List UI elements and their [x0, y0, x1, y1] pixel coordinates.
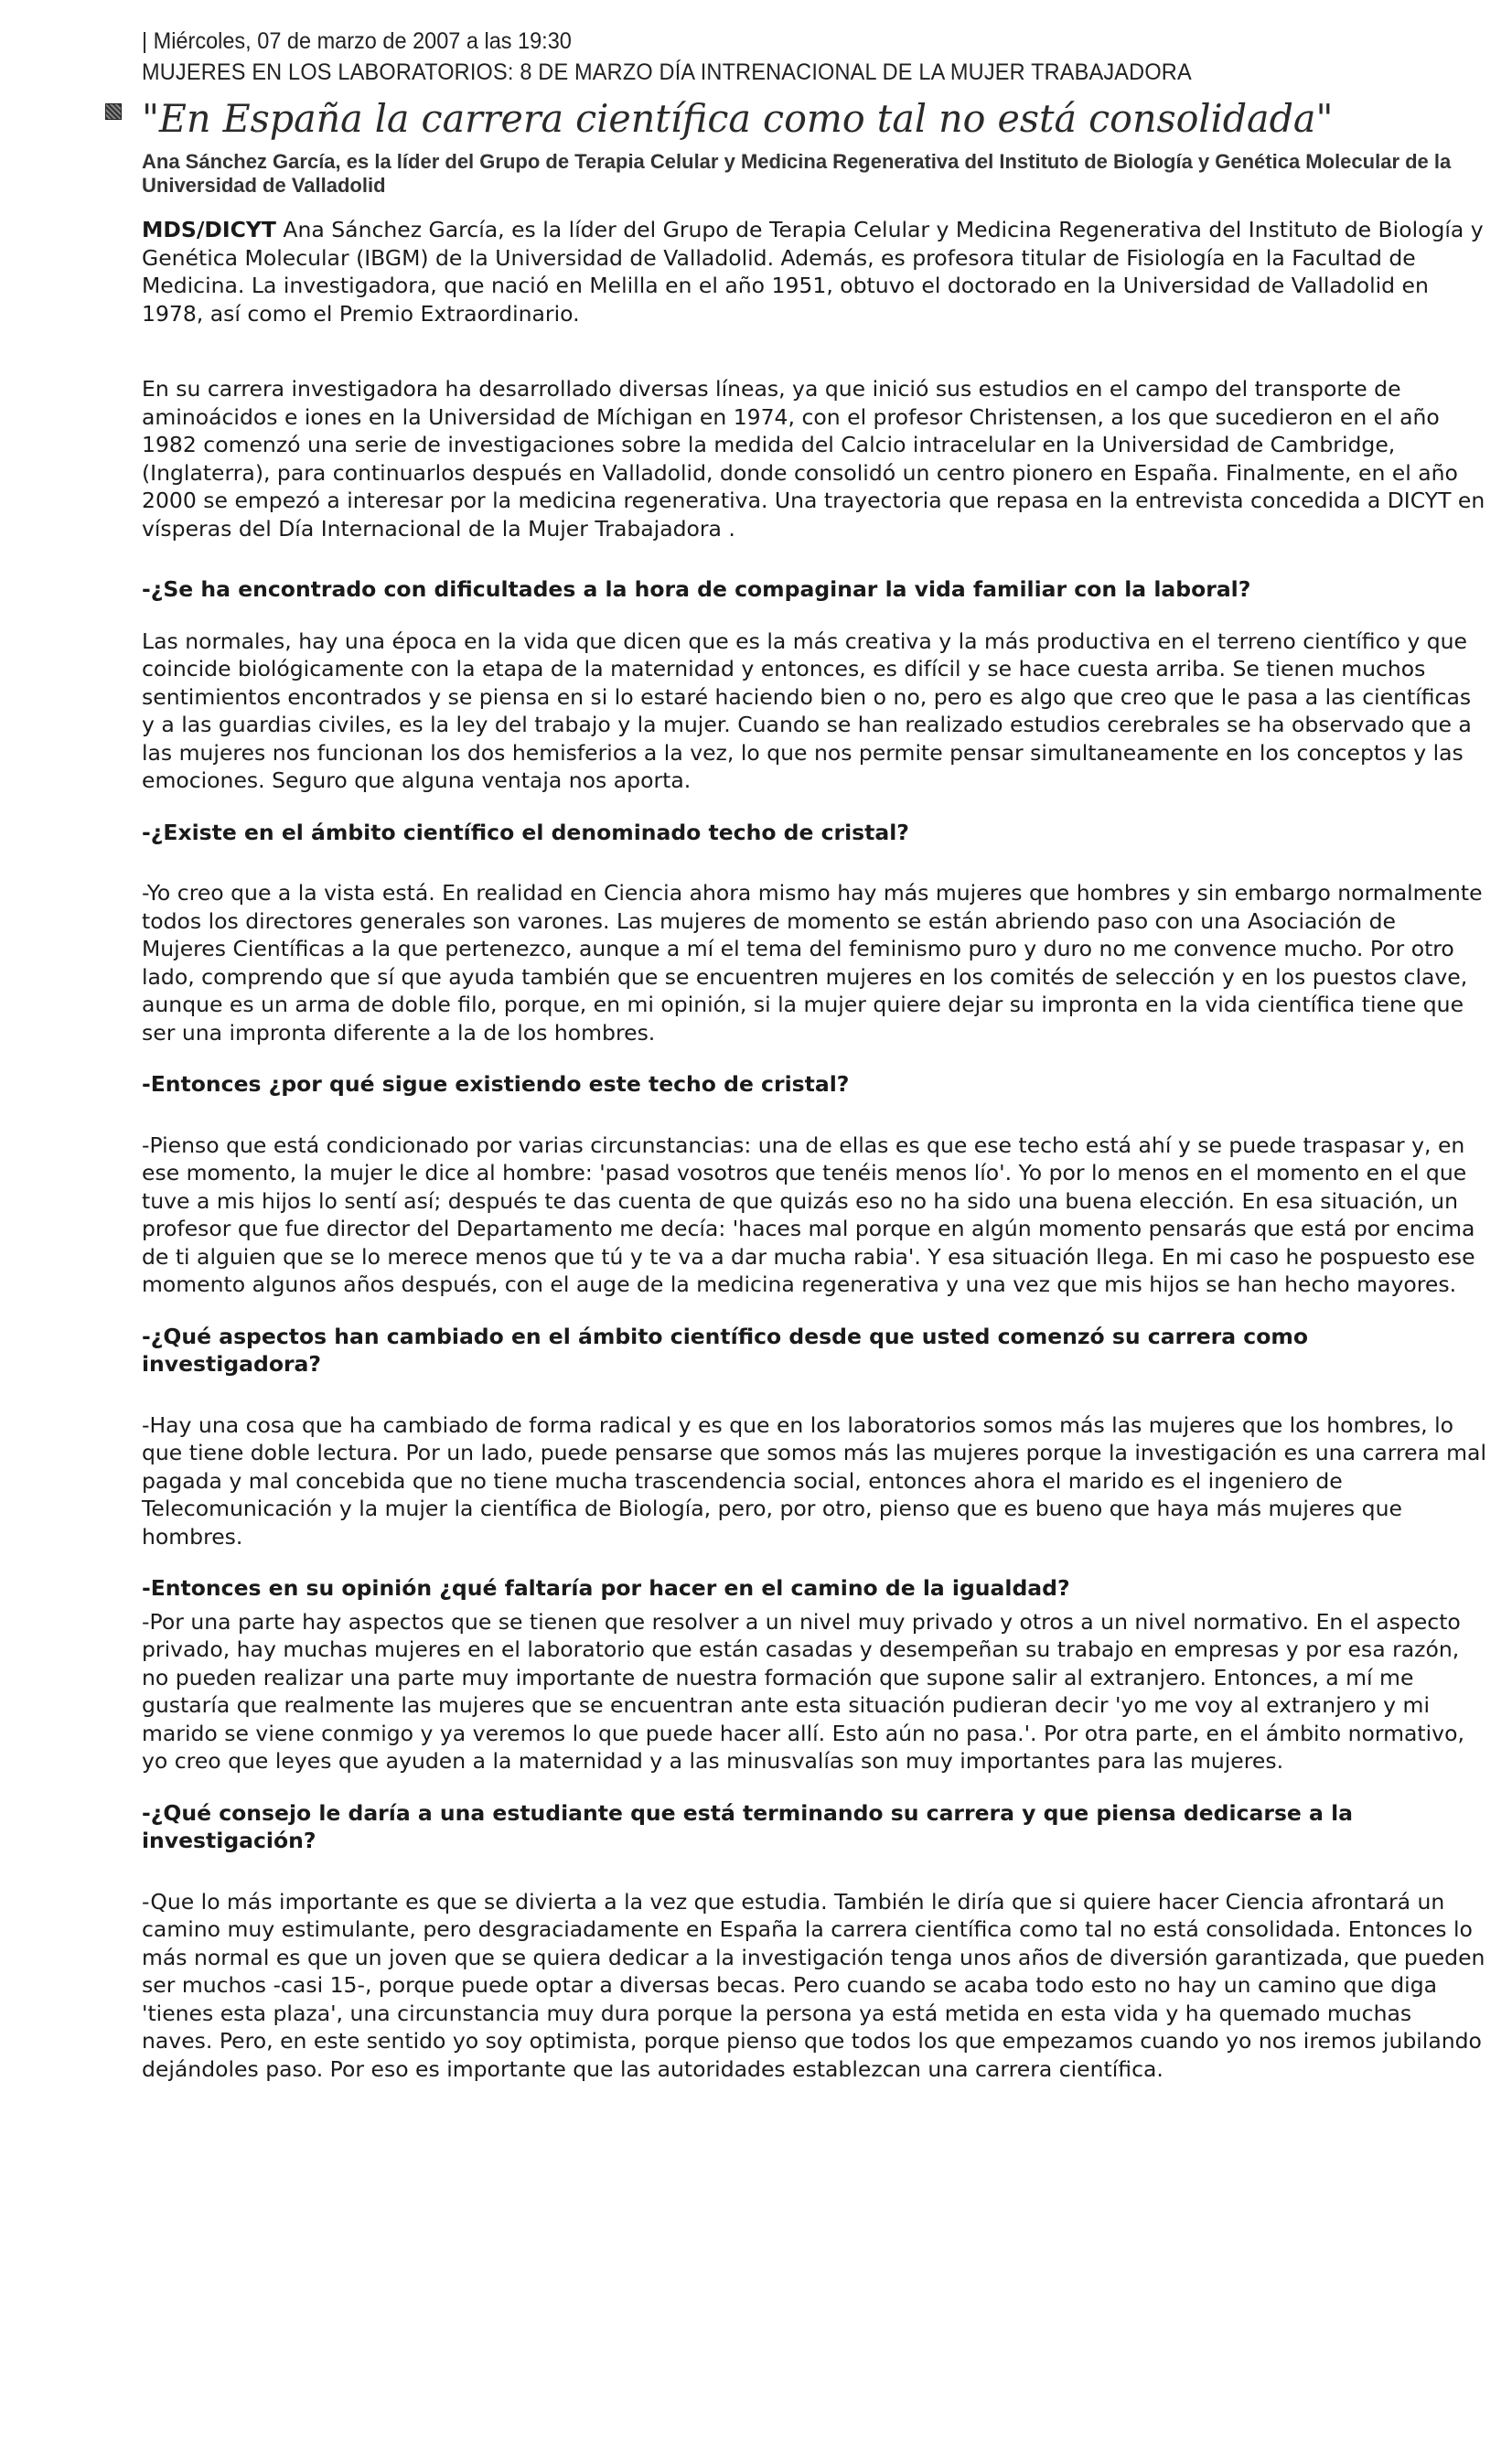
square-bullet-icon	[105, 103, 122, 120]
question-5: -Entonces en su opinión ¿qué faltaría por hacer en el camino de la igualdad?	[142, 1575, 1070, 1601]
question-1: -¿Se ha encontrado con dificultades a la hora de compaginar la vida familiar con la laboral?	[142, 576, 1251, 602]
answer-5: -Por una parte hay aspectos que se tienen que resolver a un nivel muy privado y otros a un nivel normativo. En el aspecto privado, hay muchas mujeres en el laboratorio que están casadas y desempeñan su trabajo en empresas y por esa razón, no pueden realizar una parte muy importante de nuestra formación que supone salir al extranjero. Entonces, a mí me gustaría que realmente las mujeres que se encuentran ante esta situación pudieran decir 'yo me voy al extranjero y mi marido se viene conmigo y ya veremos lo que puede hacer allí. Esto aún no pasa.'. Por otra parte, en el ámbito normativo, yo creo que leyes que ayuden a la maternidad y a las minusvalías son muy importantes para las mujeres.	[142, 1608, 1464, 1774]
question-4: -¿Qué aspectos han cambiado en el ámbito científico desde que usted comenzó su carrera como investigadora?	[142, 1323, 1309, 1377]
answer-3: -Pienso que está condicionado por varias circunstancias: una de ellas es que ese techo está ahí y se puede traspasar y, en ese momento, la mujer le dice al hombre: 'pasad vosotros que tenéis menos lío'. Yo por lo menos en el momento en el que tuve a mis hijos lo sentí así; después te das cuenta de que quizás eso no ha sido una buena elección. En esa situación, un profesor que fue director del Departamento me decía: 'haces mal porque en algún momento pensarás que está por encima de ti alguien que se lo merece menos que tú y te va a dar mucha rabia'. Y esa situación llega. En mi caso he pospuesto ese momento algunos años después, con el auge de la medicina regenerativa y una vez que mis hijos se han hecho mayores.	[142, 1132, 1475, 1297]
article-subhead: Ana Sánchez García, es la líder del Grupo de Terapia Celular y Medicina Regenerativa del Instituto de Biología y Genética Molecular de la Universidad de Valladolid	[142, 150, 1452, 197]
article-page	[142, 26, 1486, 2083]
article-headline: "En España la carrera científica como tal no está consolidada"	[142, 96, 1334, 141]
question-2: -¿Existe en el ámbito científico el denominado techo de cristal?	[142, 819, 909, 845]
intro-paragraph: En su carrera investigadora ha desarrollado diversas líneas, ya que inició sus estudios en el campo del transporte de aminoácidos e iones en la Universidad de Míchigan en 1974, con el profesor Christensen, a los que sucedieron en el año 1982 comenzó una serie de investigaciones sobre la medida del Calcio intracelular en la Universidad de Cambridge, (Inglaterra), para continuarlos después en Valladolid, donde consolidó un centro pionero en España. Finalmente, en el año 2000 se empezó a interesar por la medicina regenerativa. Una trayectoria que repasa en la entrevista concedida a DICYT en vísperas del Día Internacional de la Mujer Trabajadora .	[142, 376, 1485, 542]
lead-paragraph	[142, 216, 1486, 327]
headline-row	[142, 91, 1486, 146]
lead-source: MDS/DICYT	[142, 217, 276, 242]
article-kicker: MUJERES EN LOS LABORATORIOS: 8 DE MARZO DÍA INTRENACIONAL DE LA MUJER TRABAJADORA	[142, 59, 1192, 85]
answer-6: -Que lo más importante es que se divierta a la vez que estudia. También le diría que si quiere hacer Ciencia afrontará un camino muy estimulante, pero desgraciadamente en España la carrera científica como tal no está consolidada. Entonces lo más normal es que un joven que se quiera dedicar a la investigación tenga unos años de diversión garantizada, que pueden ser muchos -casi 15-, porque puede optar a diversas becas. Pero cuando se acaba todo esto no hay un camino que diga 'tienes esta plaza', una circunstancia muy dura porque la persona ya está metida en esta vida y ha quemado muchas naves. Pero, en este sentido yo soy optimista, porque pienso que todos los que empezamos cuando yo nos iremos jubilando dejándoles paso. Por eso es importante que las autoridades establezcan una carrera científica.	[142, 1888, 1485, 2082]
answer-1: Las normales, hay una época en la vida que dicen que es la más creativa y la más productiva en el terreno científico y que coincide biológicamente con la etapa de la maternidad y entonces, es difícil y se hace cuesta arriba. Se tienen muchos sentimientos encontrados y se piensa en si lo estaré haciendo bien o no, pero es algo que creo que le pasa a las científicas y a las guardias civiles, es la ley del trabajo y la mujer. Cuando se han realizado estudios cerebrales se ha observado que a las mujeres nos funcionan los dos hemisferios a la vez, lo que nos permite pensar simultaneamente en los conceptos y las emociones. Seguro que alguna ventaja nos aporta.	[142, 628, 1472, 793]
answer-2: -Yo creo que a la vista está. En realidad en Ciencia ahora mismo hay más mujeres que hombres y sin embargo normalmente todos los directores generales son varones. Las mujeres de momento se están abriendo paso con una Asociación de Mujeres Científicas a la que pertenezco, aunque a mí el tema del feminismo puro y duro no me convence mucho. Por otro lado, comprendo que sí que ayuda también que se encuentren mujeres en los comités de selección y en los puestos clave, aunque es un arma de doble filo, porque, en mi opinión, si la mujer quiere dejar su impronta en la vida científica tiene que ser una impronta diferente a la de los hombres.	[142, 880, 1483, 1046]
question-6: -¿Qué consejo le daría a una estudiante que está terminando su carrera y que piensa dedicarse a la investigación?	[142, 1799, 1353, 1853]
lead-text: Ana Sánchez García, es la líder del Grupo de Terapia Celular y Medicina Regenerativa del Instituto de Biología y Genética Molecular (IBGM) de la Universidad de Valladolid. Además, es profesora titular de Fisiología en la Facultad de Medicina. La investigadora, que nació en Melilla en el año 1951, obtuvo el doctorado en la Universidad de Valladolid en 1978, así como el Premio Extraordinario.	[142, 217, 1484, 327]
answer-4: -Hay una cosa que ha cambiado de forma radical y es que en los laboratorios somos más las mujeres que los hombres, lo que tiene doble lectura. Por un lado, puede pensarse que somos más las mujeres porque la investigación es una carrera mal pagada y mal concebida que no tiene mucha trascendencia social, entonces ahora el marido es el ingeniero de Telecomunicación y la mujer la científica de Biología, pero, por otro, pienso que es bueno que haya más mujeres que hombres.	[142, 1411, 1486, 1550]
article-dateline: | Miércoles, 07 de marzo de 2007 a las 19:30	[142, 28, 572, 54]
question-3: -Entonces ¿por qué sigue existiendo este techo de cristal?	[142, 1071, 850, 1097]
